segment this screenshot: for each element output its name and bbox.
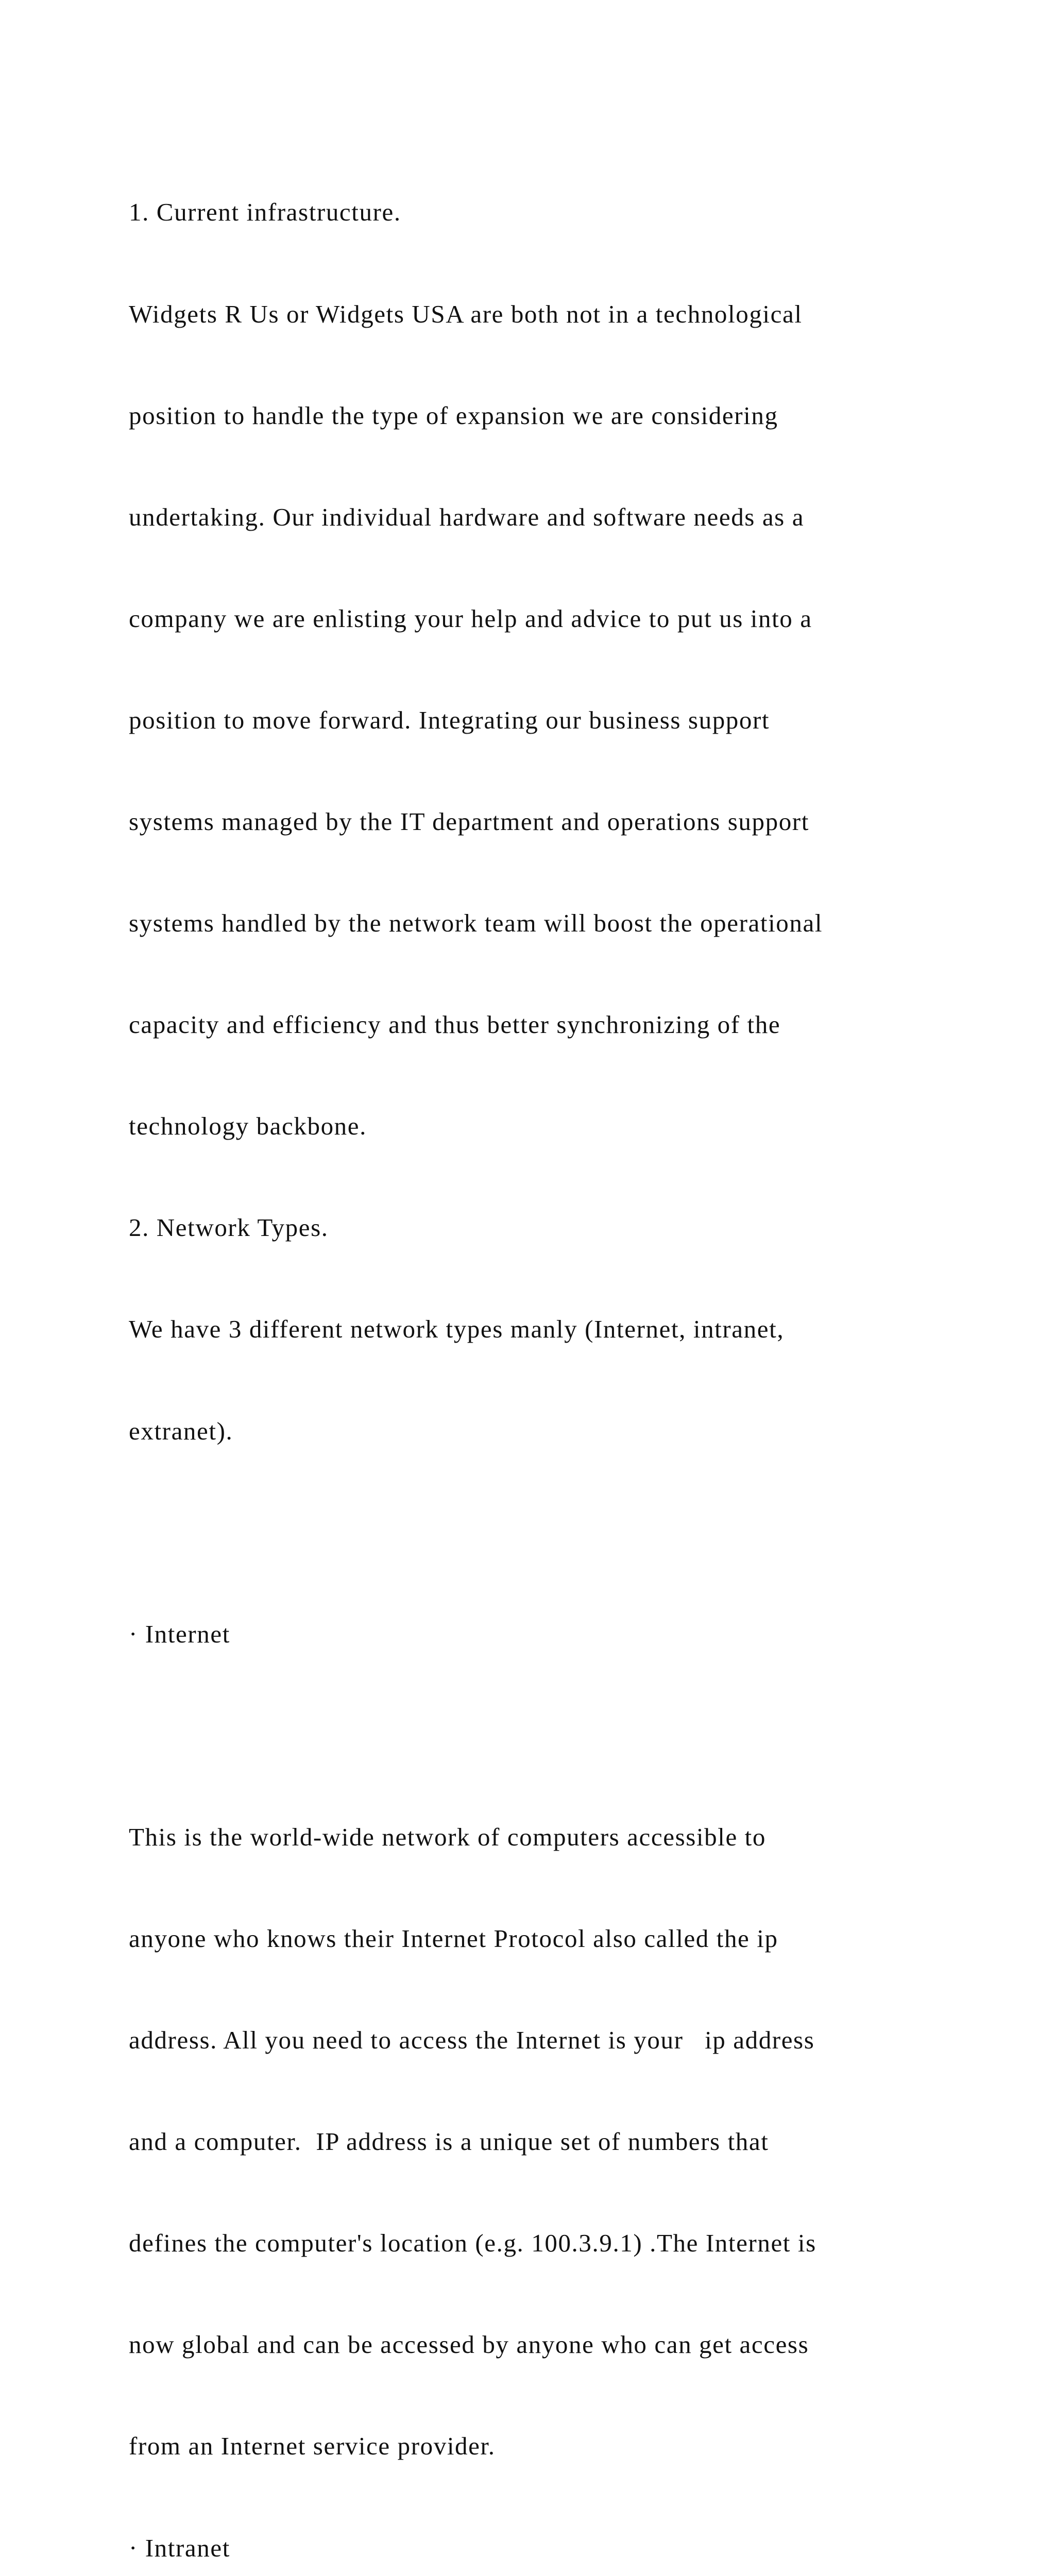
heading-current-infrastructure: 1. Current infrastructure. [129,198,401,227]
paragraph-line: company we are enlisting your help and advice to put us into a [129,604,812,633]
paragraph-line: extranet). [129,1416,233,1445]
paragraph-line: address. All you need to access the Internet is your ip address [129,2026,815,2055]
paragraph-line: We have 3 different network types manly (Internet, intranet, [129,1315,785,1344]
paragraph-line: defines the computer's location (e.g. 100.3.9.1) .The Internet is [129,2229,816,2258]
paragraph-line: anyone who knows their Internet Protocol also called the ip [129,1924,778,1953]
paragraph-line: and a computer. IP address is a unique set of numbers that [129,2127,769,2156]
bullet-internet: · Internet [129,1619,230,1648]
paragraph-line: undertaking. Our individual hardware and software needs as a [129,502,805,531]
paragraph-line: systems managed by the IT department and operations support [129,807,809,836]
paragraph-line: This is the world-wide network of computers accessible to [129,1822,766,1851]
paragraph-line: capacity and efficiency and thus better synchronizing of the [129,1010,781,1039]
paragraph-line: from an Internet service provider. [129,2432,496,2461]
paragraph-line: position to move forward. Integrating our business support [129,705,770,734]
paragraph-line: systems handled by the network team will boost the operational [129,909,823,938]
paragraph-line: now global and can be accessed by anyone who can get access [129,2330,809,2359]
heading-network-types: 2. Network Types. [129,1213,329,1242]
paragraph-line: Widgets R Us or Widgets USA are both not in a technological [129,299,803,328]
paragraph-line: position to handle the type of expansion we are considering [129,401,778,430]
blank-line [129,1516,932,1550]
document-body [129,128,932,2576]
bullet-intranet: · Intranet [129,2533,230,2562]
paragraph-line: technology backbone. [129,1112,367,1141]
blank-line [129,1719,932,1753]
